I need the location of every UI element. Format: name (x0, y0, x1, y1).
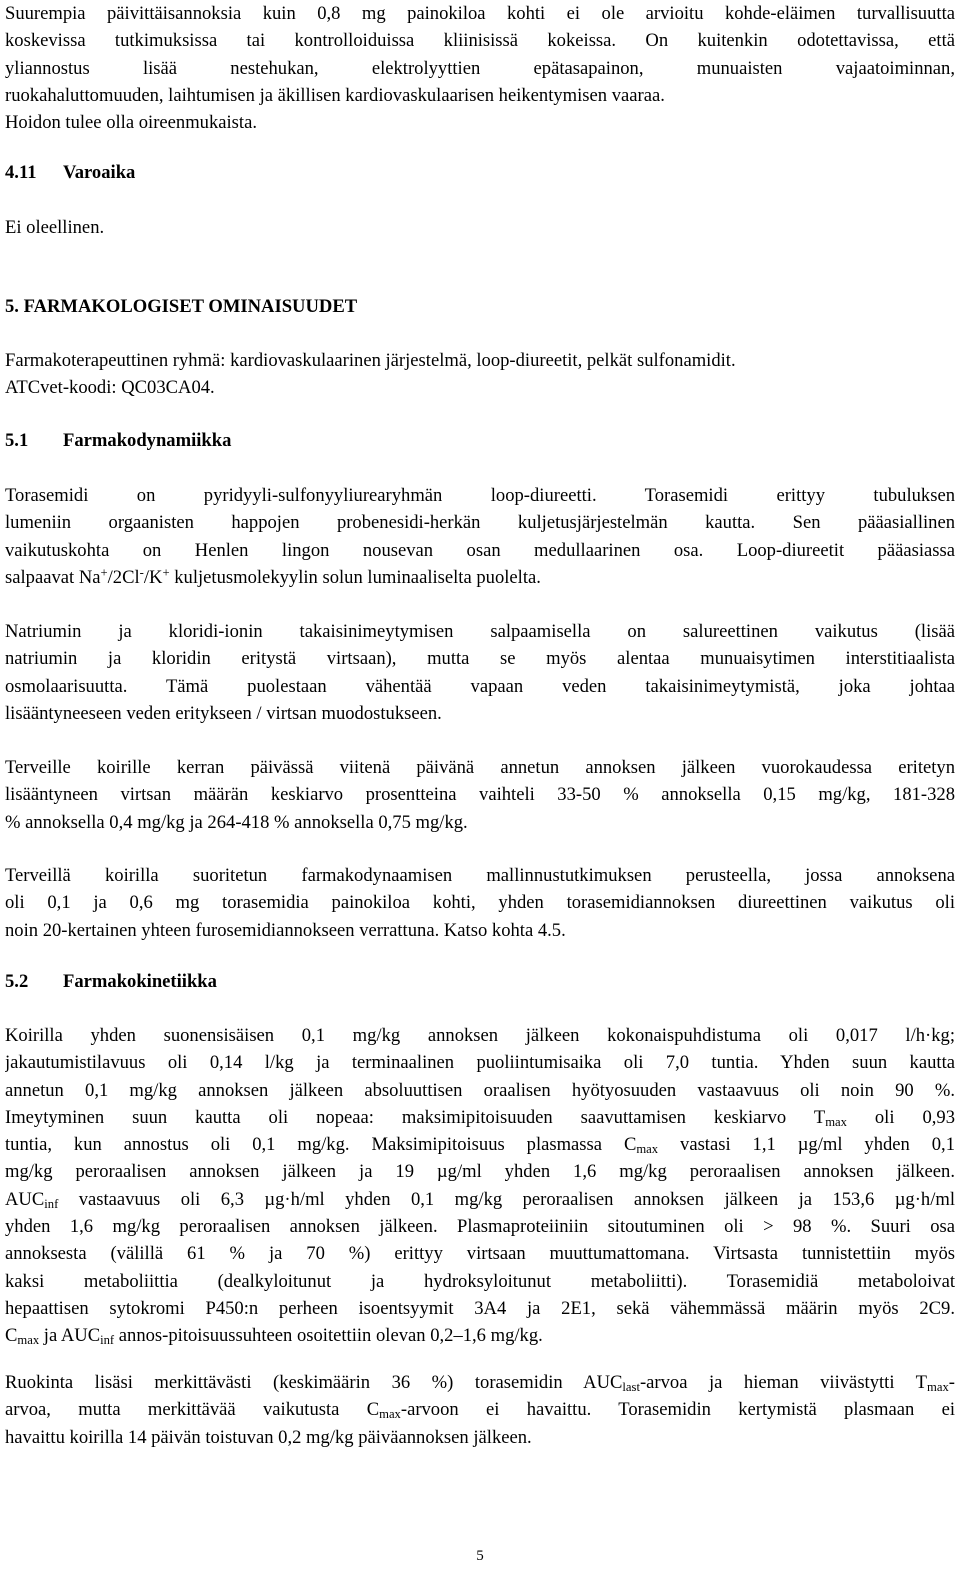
pk-paragraph-2 (5, 1369, 955, 1451)
text-line: salpaavat Na+/2Cl-/K+ kuljetusmolekyylin solun luminaaliselta puolelta. (5, 565, 541, 588)
text-line: yhden 1,6 mg/kg peroraalisen annoksen jälkeen. Plasmaproteiiniin sitoutuminen oli > 98 %. Suuri osa (5, 1216, 955, 1238)
text-line: $AUC_{inf}$ vastaavuus oli 6,3 µg·h/ml yhden 0,1 mg/kg peroraalisen annoksen jälkeen ja 153,6 µg·h/ml (5, 1188, 955, 1211)
text-line: lumeniin orgaanisten happojen probenesidi-herkän kuljetusjärjestelmän kautta. Sen pääasiallinen (5, 512, 955, 534)
section-4-11-text (5, 214, 955, 241)
intro-paragraph (5, 0, 955, 136)
text-line: havaittu koirilla 14 päivän toistuvan 0,2 mg/kg päiväannoksen jälkeen. (5, 1426, 532, 1448)
text-line: Ruokinta lisäsi merkittävästi (keskimäärin 36 %) torasemidin $AUC_{last}$-arvoa ja hieman viivästytti $T_{max}-$ (5, 1372, 955, 1395)
text-line: tuntia, kun annostus oli 0,1 mg/kg. Maksimipitoisuus plasmassa $C_{max}$ vastasi 1,1 µg/ml yhden 0,1 (5, 1134, 955, 1157)
text-line: lisääntyneeseen veden eritykseen / virtsan muodostukseen. (5, 702, 442, 724)
section-number: 5.2 (5, 971, 29, 992)
section-title: Farmakokinetiikka (63, 971, 217, 992)
section-5-intro (5, 347, 955, 402)
text-line: Natriumin ja kloridi-ionin takaisinimeytymisen salpaamisella on salureettinen vaikutus (lisää (5, 621, 955, 642)
text-line: annoksesta (välillä 61 % ja 70 %) erittyy virtsaan muuttumattomana. Virtsasta tunnistettiin myös (5, 1243, 955, 1265)
intro-line: yliannostus lisää nestehukan, elektrolyyttien epätasapainon, munuaisten vajaatoiminnan, (5, 57, 955, 79)
page-number: 5 (476, 1548, 484, 1564)
intro-line: ruokahaluttomuuden, laihtumisen ja äkillisen kardiovaskulaarisen heikentymisen vaaraa. (5, 84, 665, 106)
section-5-title: 5. FARMAKOLOGISET OMINAISUUDET (5, 296, 358, 317)
intro-line: Hoidon tulee olla oireenmukaista. (5, 112, 257, 134)
section-title: Farmakodynamiikka (63, 430, 232, 451)
text-line: vaikutuskohta on Henlen lingon nousevan osan medullaarinen osa. Loop-diureetit pääasiassa (5, 539, 955, 561)
pd-paragraph-2 (5, 618, 955, 727)
text-line: % annoksella 0,4 mg/kg ja 264-418 % annoksella 0,75 mg/kg. (5, 811, 468, 833)
section-number: 5.1 (5, 430, 29, 451)
atcvet-code: ATCvet-koodi: QC03CA04. (5, 377, 215, 399)
section-5-1-heading (5, 427, 955, 454)
withdrawal-text: Ei oleellinen. (5, 217, 105, 238)
text-line: arvoa, mutta merkittävää vaikutusta $C_{max}$-arvoon ei havaittu. Torasemidin kertymistä plasmaan ei (5, 1399, 955, 1422)
pk-paragraph-1 (5, 1022, 955, 1350)
text-line: hepaattisen sytokromi P450:n perheen isoentsyymit 3A4 ja 2E1, sekä vähemmässä määrin myös 2C9. (5, 1297, 955, 1319)
section-4-11-heading (5, 159, 955, 186)
text-line: mg/kg peroraalisen annoksen jälkeen ja 19 µg/ml yhden 1,6 mg/kg peroraalisen annoksen jälkeen. (5, 1161, 955, 1183)
text-line: oli 0,1 ja 0,6 mg torasemidia painokiloa kohti, yhden torasemidiannoksen diureettinen vaikutus oli (5, 892, 955, 914)
text-line: Koirilla yhden suonensisäisen 0,1 mg/kg annoksen jälkeen kokonaispuhdistuma oli 0,017 l/h·kg; (5, 1025, 955, 1046)
section-title: Varoaika (63, 162, 136, 183)
text-line: Terveillä koirilla suoritetun farmakodynaamisen mallinnustutkimuksen perusteella, jossa annoksena (5, 865, 955, 886)
pd-paragraph-4 (5, 862, 955, 944)
text-line: kaksi metaboliittia (dealkyloitunut ja hydroksyloitunut metaboliitti). Torasemidiä metaboloivat (5, 1270, 955, 1292)
text-line: natriumin ja kloridin eritystä virtsaan), mutta se myös alentaa munuaisytimen interstitiaalista (5, 648, 955, 670)
text-line: jakautumistilavuus oli 0,14 l/kg ja terminaalinen puoliintumisaika oli 7,0 tuntia. Yhden suun kautta (5, 1052, 955, 1074)
section-5-heading (5, 293, 955, 320)
section-5-2-heading (5, 968, 955, 995)
pharmacotherapeutic-group: Farmakoterapeuttinen ryhmä: kardiovaskulaarinen järjestelmä, loop-diureetit, pelkät sulfonamidit. (5, 350, 736, 371)
text-line: Terveille koirille kerran päivässä viitenä päivänä annetun annoksen jälkeen vuorokaudessa eritetyn (5, 757, 955, 778)
text-line: lisääntyneen virtsan määrän keskiarvo prosentteina vaihteli 33-50 % annoksella 0,15 mg/kg, 181-328 (5, 784, 955, 806)
intro-line: koskevissa tutkimuksissa tai kontrolloiduissa kliinisissä kokeissa. On kuitenkin odotettavissa, että (5, 30, 955, 52)
text-line: $C_{max}$ ja $AUC_{inf}$ annos-pitoisuussuhteen osoitettiin olevan 0,2–1,6 mg/kg. (5, 1325, 543, 1348)
pd-paragraph-1 (5, 482, 955, 591)
pd-paragraph-3 (5, 754, 955, 836)
text-line: Imeytyminen suun kautta oli nopeaa: maksimipitoisuuden saavuttamisen keskiarvo $T_{max}$ oli 0,93 (5, 1106, 955, 1130)
text-line: Torasemidi on pyridyyli-sulfonyyliurearyhmän loop-diureetti. Torasemidi erittyy tubuluksen (5, 485, 955, 506)
text-line: osmolaarisuutta. Tämä puolestaan vähentää vapaan veden takaisinimeytymistä, joka johtaa (5, 675, 955, 697)
text-line: annetun 0,1 mg/kg annoksen jälkeen absoluuttisen oraalisen hyötyosuuden vastaavuus oli noin 90 %. (5, 1079, 955, 1101)
text-line: noin 20-kertainen yhteen furosemidiannokseen verrattuna. Katso kohta 4.5. (5, 919, 566, 941)
intro-line: Suurempia päivittäisannoksia kuin 0,8 mg painokiloa kohti ei ole arvioitu kohde-eläimen turvallisuutta (5, 3, 955, 24)
section-number: 4.11 (5, 162, 37, 183)
